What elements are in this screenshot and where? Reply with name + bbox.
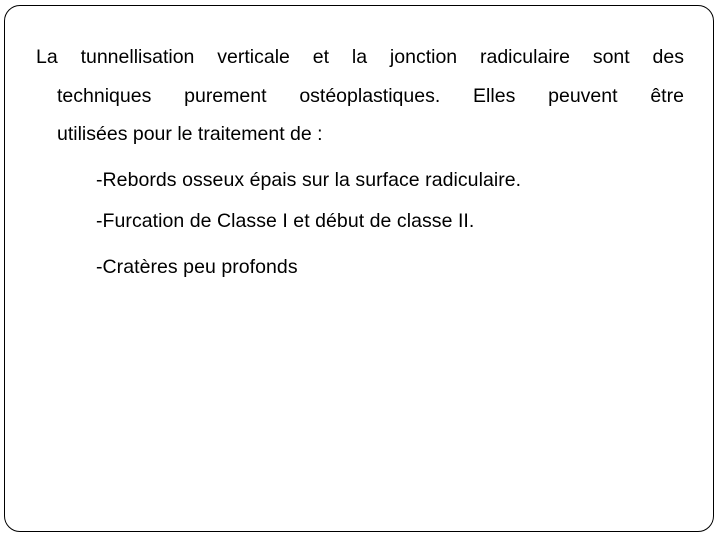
word: sont: [592, 46, 630, 68]
word: La: [36, 46, 58, 68]
word: purement: [184, 85, 267, 107]
word: ostéoplastiques.: [299, 85, 441, 107]
word: radiculaire: [480, 46, 570, 68]
word: et: [312, 46, 330, 68]
word: jonction: [389, 46, 458, 68]
bullet-item-crateres: -Cratères peu profonds: [96, 256, 298, 278]
word: des: [652, 46, 684, 68]
bullet-item-rebords: -Rebords osseux épais sur la surface radiculaire.: [96, 169, 522, 191]
word: être: [650, 85, 684, 107]
word: la: [351, 46, 368, 68]
word: peuvent: [548, 85, 618, 107]
word: tunnellisation: [80, 46, 195, 68]
word: verticale: [217, 46, 290, 68]
paragraph-line-1: [36, 48, 684, 68]
bullet-item-furcation: -Furcation de Classe I et début de classe II.: [96, 210, 475, 232]
paragraph-line-3: utilisées pour le traitement de :: [57, 123, 323, 145]
paragraph-line-2: [57, 87, 684, 107]
word: techniques: [57, 85, 152, 107]
word: Elles: [473, 85, 516, 107]
